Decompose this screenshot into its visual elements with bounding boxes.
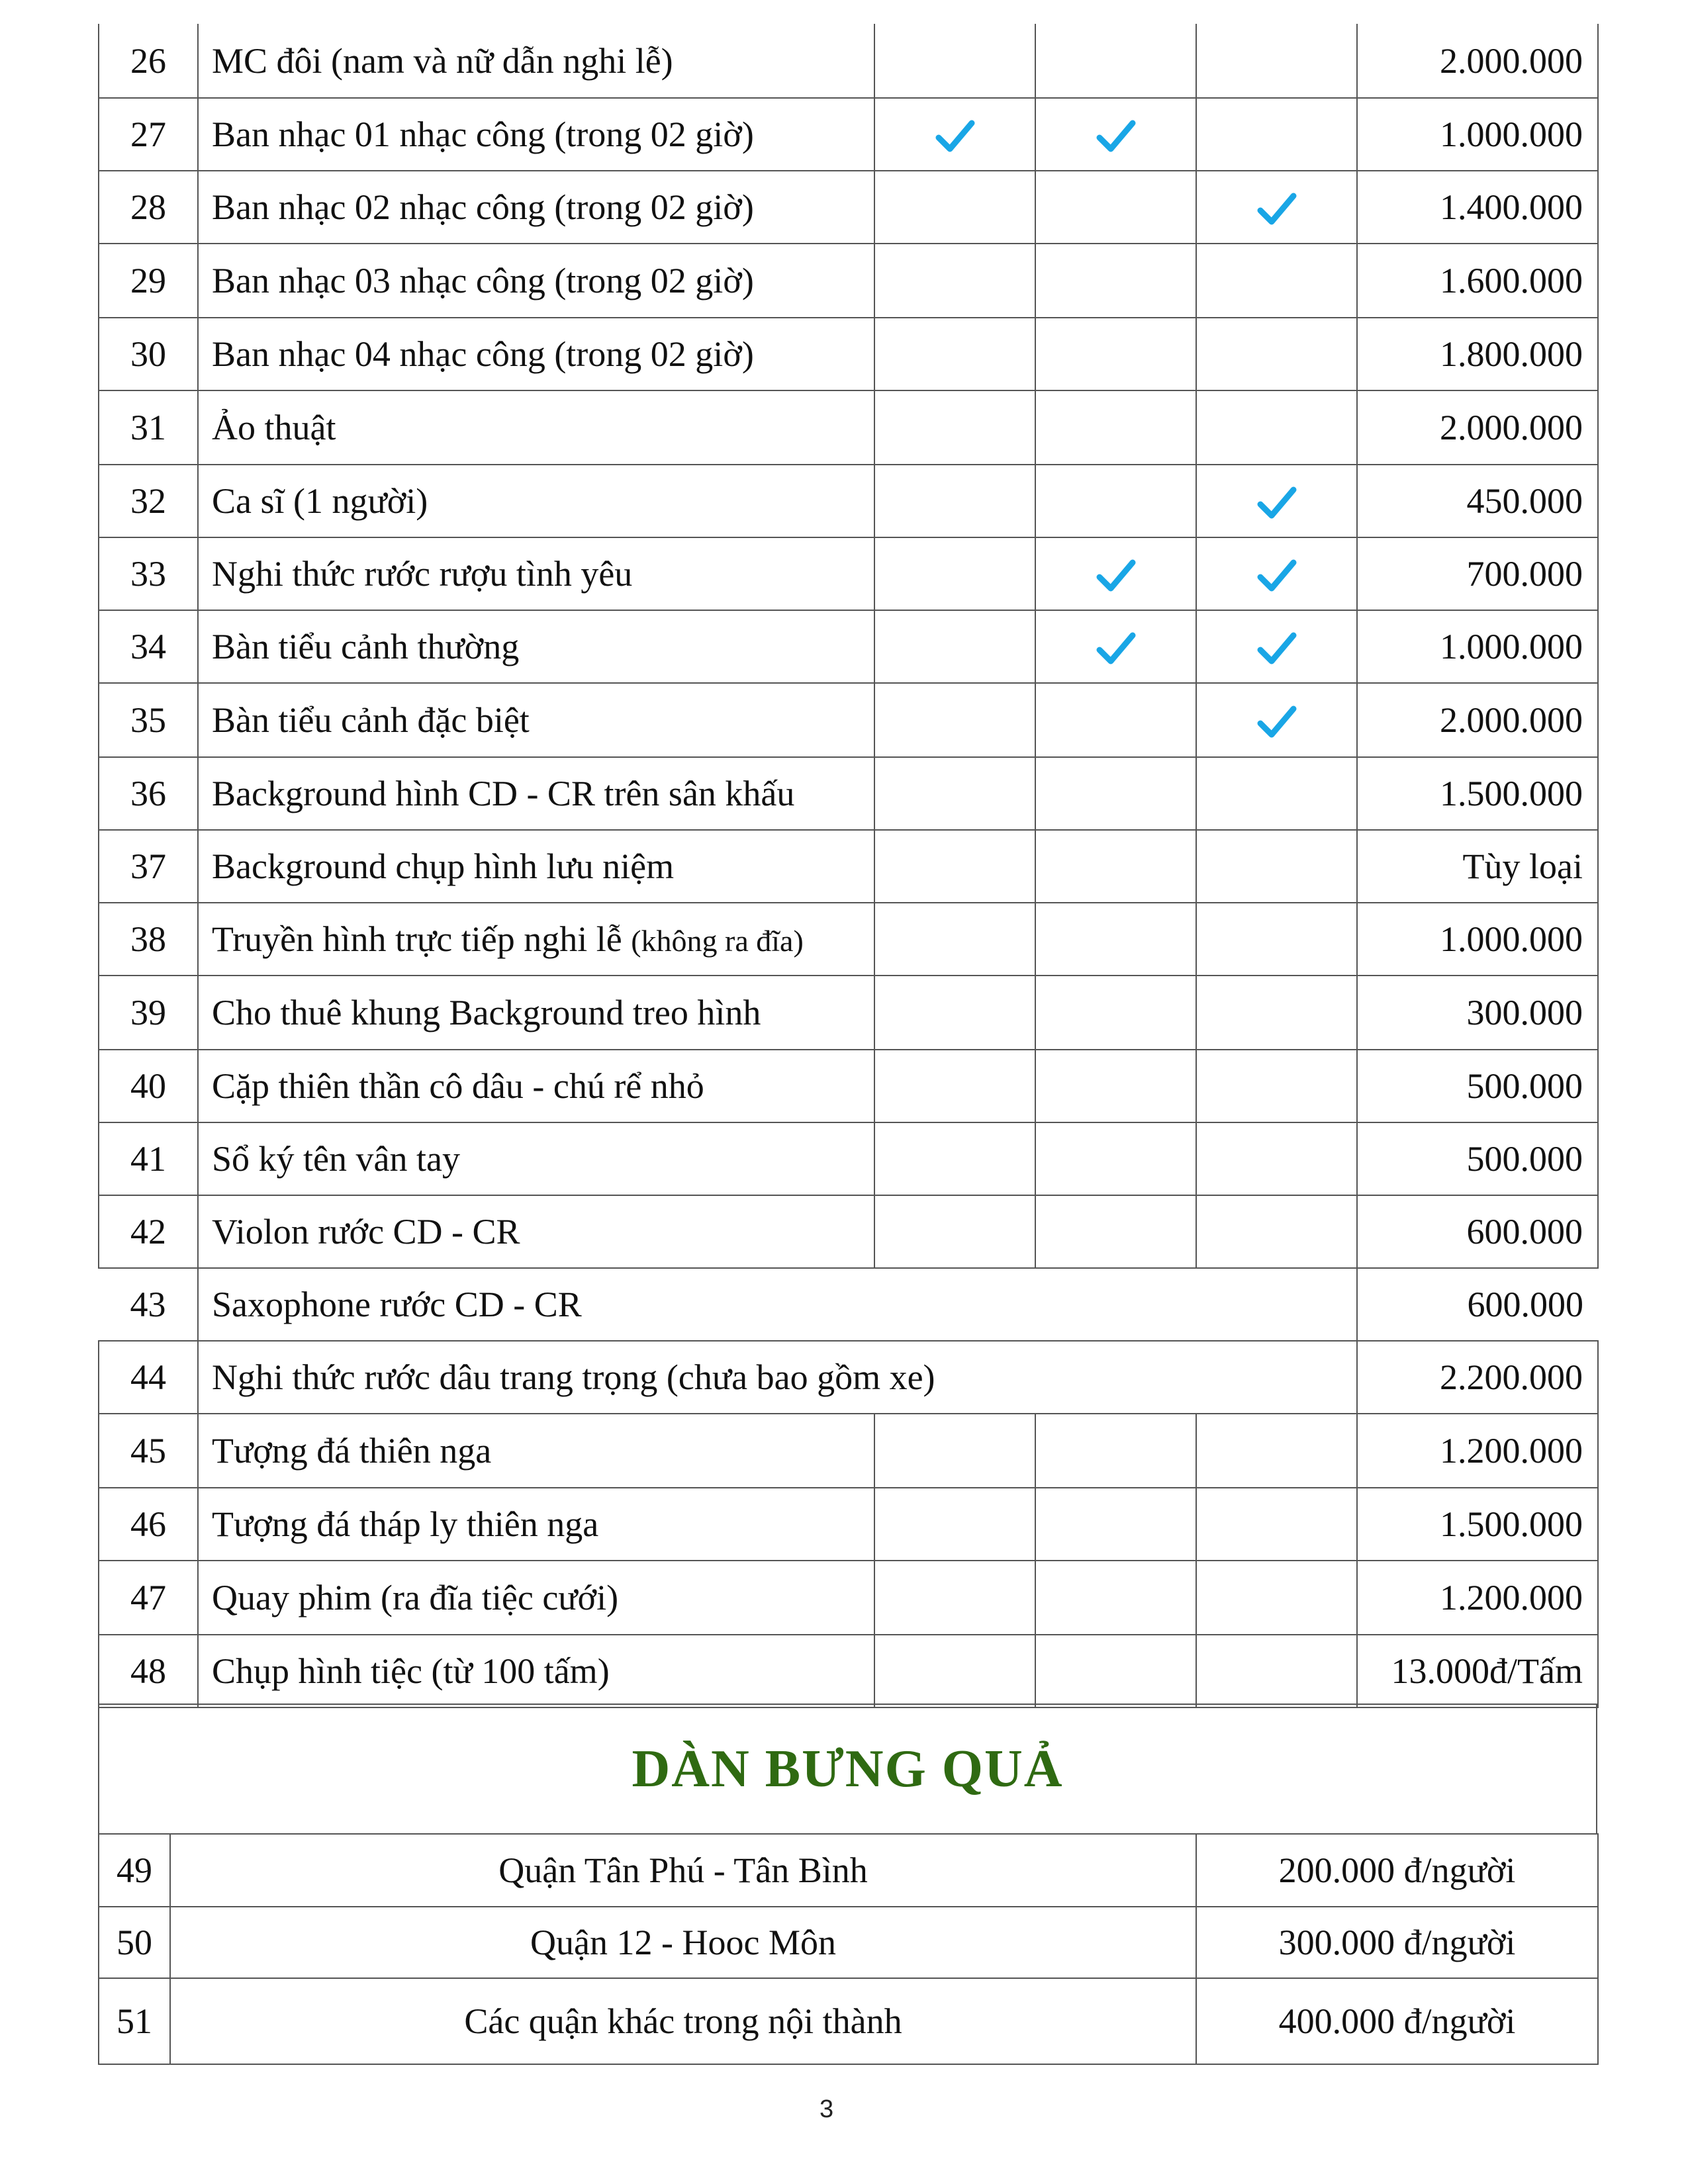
package-3-cell [1196, 1561, 1357, 1635]
row-number: 51 [99, 1978, 170, 2064]
service-price: 1.800.000 [1357, 318, 1598, 390]
package-3-cell [1196, 903, 1357, 976]
package-3-cell [1196, 244, 1357, 318]
section-title: DÀN BƯNG QUẢ [632, 1739, 1064, 1798]
service-name: Ban nhạc 01 nhạc công (trong 02 giờ) [212, 114, 754, 154]
table-row [99, 1834, 1598, 1907]
service-name-cell [198, 830, 874, 903]
package-3-cell [1196, 1414, 1357, 1488]
package-3-cell [1196, 171, 1357, 244]
row-number: 32 [99, 465, 198, 537]
service-name: Background hình CD - CR trên sân khấu [212, 774, 795, 813]
package-3-cell [1196, 390, 1357, 465]
package-1-cell [874, 171, 1035, 244]
service-name-cell [198, 390, 874, 465]
row-number: 38 [99, 903, 198, 976]
service-name: Bàn tiểu cảnh thường [212, 627, 520, 666]
package-3-cell [1196, 830, 1357, 903]
service-name: Cặp thiên thần cô dâu - chú rể nhỏ [212, 1066, 704, 1106]
service-price: 1.400.000 [1357, 171, 1598, 244]
package-1-cell [874, 830, 1035, 903]
price-per-person: 300.000 đ/người [1196, 1907, 1598, 1978]
package-2-cell [1035, 1050, 1196, 1122]
service-name-cell [198, 1561, 874, 1635]
package-1-cell [874, 1195, 1035, 1268]
package-3-cell [1196, 1195, 1357, 1268]
service-name: Nghi thức rước rượu tình yêu [212, 554, 633, 594]
check-icon [1256, 553, 1297, 592]
service-price: 1.500.000 [1357, 1488, 1598, 1561]
row-number: 39 [99, 976, 198, 1050]
table-row [99, 24, 1598, 98]
service-name: Truyền hình trực tiếp nghi lễ [212, 919, 622, 959]
table-row [99, 1341, 1598, 1414]
package-3-cell [1196, 683, 1357, 757]
service-name: Quay phim (ra đĩa tiệc cưới) [212, 1578, 619, 1617]
row-number: 42 [99, 1195, 198, 1268]
package-2-cell [1035, 98, 1196, 171]
package-2-cell [1035, 610, 1196, 683]
check-icon [1256, 625, 1297, 665]
package-2-cell [1035, 244, 1196, 318]
service-name-cell [198, 1195, 874, 1268]
row-number: 43 [99, 1268, 198, 1341]
service-name-cell [198, 903, 874, 976]
service-price: 1.500.000 [1357, 757, 1598, 830]
service-name-cell [198, 757, 874, 830]
service-price: 13.000đ/Tấm [1357, 1635, 1598, 1707]
row-number: 48 [99, 1635, 198, 1707]
row-number: 28 [99, 171, 198, 244]
package-2-cell [1035, 1561, 1196, 1635]
row-number: 49 [99, 1834, 170, 1907]
service-name-cell [198, 976, 874, 1050]
service-price: 1.200.000 [1357, 1414, 1598, 1488]
table-row [99, 1414, 1598, 1488]
package-1-cell [874, 903, 1035, 976]
district-name: Quận Tân Phú - Tân Bình [170, 1834, 1196, 1907]
service-price: 2.000.000 [1357, 24, 1598, 98]
row-number: 31 [99, 390, 198, 465]
row-number: 45 [99, 1414, 198, 1488]
table-row [99, 244, 1598, 318]
service-price: Tùy loại [1357, 830, 1598, 903]
row-number: 44 [99, 1341, 198, 1414]
service-name: Background chụp hình lưu niệm [212, 846, 675, 886]
row-number: 27 [99, 98, 198, 171]
row-number: 35 [99, 683, 198, 757]
package-1-cell [874, 1414, 1035, 1488]
table-row [99, 318, 1598, 390]
service-name-cell [198, 465, 874, 537]
check-icon [1096, 553, 1137, 592]
package-1-cell [874, 683, 1035, 757]
row-number: 36 [99, 757, 198, 830]
service-name: Sổ ký tên vân tay [212, 1139, 460, 1179]
row-number: 34 [99, 610, 198, 683]
service-name: Ảo thuật [212, 408, 336, 447]
table-row [99, 98, 1598, 171]
service-name-cell [198, 1341, 1357, 1414]
table-row [99, 976, 1598, 1050]
package-3-cell [1196, 1122, 1357, 1195]
fruit-carrier-section-header [98, 1704, 1597, 1835]
service-name-cell [198, 318, 874, 390]
package-2-cell [1035, 171, 1196, 244]
package-3-cell [1196, 318, 1357, 390]
service-name: Chụp hình tiệc (từ 100 tấm) [212, 1651, 610, 1691]
package-1-cell [874, 465, 1035, 537]
row-number: 26 [99, 24, 198, 98]
package-2-cell [1035, 1635, 1196, 1707]
service-name: Nghi thức rước dâu trang trọng (chưa bao gồm xe) [212, 1357, 935, 1397]
package-3-cell [1196, 610, 1357, 683]
service-price: 700.000 [1357, 537, 1598, 610]
row-number: 33 [99, 537, 198, 610]
district-name: Các quận khác trong nội thành [170, 1978, 1196, 2064]
check-icon [1096, 113, 1137, 153]
service-price: 1.000.000 [1357, 903, 1598, 976]
package-1-cell [874, 610, 1035, 683]
price-per-person: 200.000 đ/người [1196, 1834, 1598, 1907]
table-row [99, 757, 1598, 830]
package-2-cell [1035, 903, 1196, 976]
table-row [99, 610, 1598, 683]
package-1-cell [874, 318, 1035, 390]
package-3-cell [1196, 98, 1357, 171]
row-number: 29 [99, 244, 198, 318]
package-3-cell [1196, 1050, 1357, 1122]
package-1-cell [874, 1122, 1035, 1195]
table-row [99, 1195, 1598, 1268]
fruit-carrier-table-body [99, 1834, 1598, 2064]
service-name: Cho thuê khung Background treo hình [212, 993, 761, 1032]
package-2-cell [1035, 976, 1196, 1050]
row-number: 46 [99, 1488, 198, 1561]
check-icon [1096, 625, 1137, 665]
table-row [99, 1907, 1598, 1978]
package-3-cell [1196, 976, 1357, 1050]
service-name: MC đôi (nam và nữ dẫn nghi lễ) [212, 40, 673, 81]
service-name: Bàn tiểu cảnh đặc biệt [212, 700, 530, 740]
service-name-cell [198, 610, 874, 683]
services-table [98, 24, 1599, 1708]
service-price: 1.600.000 [1357, 244, 1598, 318]
service-name: Ban nhạc 03 nhạc công (trong 02 giờ) [212, 261, 754, 300]
package-2-cell [1035, 1488, 1196, 1561]
service-name-cell [198, 537, 874, 610]
service-price: 1.000.000 [1357, 610, 1598, 683]
package-2-cell [1035, 465, 1196, 537]
service-name: Tượng đá tháp ly thiên nga [212, 1504, 599, 1544]
service-price: 600.000 [1357, 1268, 1598, 1341]
row-number: 50 [99, 1907, 170, 1978]
package-1-cell [874, 1635, 1035, 1707]
services-table-body [99, 24, 1598, 1707]
service-name: Ban nhạc 04 nhạc công (trong 02 giờ) [212, 334, 754, 374]
table-row [99, 1268, 1598, 1341]
service-name-cell [198, 244, 874, 318]
service-price: 300.000 [1357, 976, 1598, 1050]
service-name-cell [198, 171, 874, 244]
service-name-cell [198, 98, 874, 171]
package-1-cell [874, 976, 1035, 1050]
row-number: 37 [99, 830, 198, 903]
service-name: Violon rước CD - CR [212, 1212, 520, 1251]
package-1-cell [874, 1488, 1035, 1561]
check-icon [1256, 480, 1297, 520]
table-row [99, 1050, 1598, 1122]
row-number: 30 [99, 318, 198, 390]
package-3-cell [1196, 1488, 1357, 1561]
package-1-cell [874, 537, 1035, 610]
package-1-cell [874, 98, 1035, 171]
service-name-cell [198, 1050, 874, 1122]
table-row [99, 1122, 1598, 1195]
table-row [99, 1978, 1598, 2064]
package-2-cell [1035, 757, 1196, 830]
service-name-cell [198, 683, 874, 757]
package-2-cell [1035, 390, 1196, 465]
service-price: 2.000.000 [1357, 390, 1598, 465]
service-price: 1.200.000 [1357, 1561, 1598, 1635]
table-row [99, 830, 1598, 903]
page-number: 3 [820, 2095, 834, 2123]
service-name: Saxophone rước CD - CR [212, 1285, 582, 1324]
service-price: 500.000 [1357, 1050, 1598, 1122]
package-3-cell [1196, 537, 1357, 610]
service-price: 2.000.000 [1357, 683, 1598, 757]
service-note: (không ra đĩa) [631, 924, 804, 958]
service-name: Ban nhạc 02 nhạc công (trong 02 giờ) [212, 187, 754, 227]
table-row [99, 1635, 1598, 1707]
package-1-cell [874, 1050, 1035, 1122]
package-2-cell [1035, 24, 1196, 98]
price-per-person: 400.000 đ/người [1196, 1978, 1598, 2064]
service-price: 600.000 [1357, 1195, 1598, 1268]
package-2-cell [1035, 1122, 1196, 1195]
fruit-carrier-price-table [98, 1833, 1599, 2065]
district-name: Quận 12 - Hooc Môn [170, 1907, 1196, 1978]
service-name-cell [198, 1488, 874, 1561]
check-icon [935, 113, 976, 153]
package-2-cell [1035, 537, 1196, 610]
package-3-cell [1196, 24, 1357, 98]
table-row [99, 1488, 1598, 1561]
package-2-cell [1035, 830, 1196, 903]
table-row [99, 683, 1598, 757]
package-2-cell [1035, 318, 1196, 390]
check-icon [1256, 186, 1297, 226]
table-row [99, 390, 1598, 465]
table-row [99, 171, 1598, 244]
row-number: 47 [99, 1561, 198, 1635]
service-name-cell [198, 1635, 874, 1707]
service-price: 500.000 [1357, 1122, 1598, 1195]
package-1-cell [874, 244, 1035, 318]
service-name-cell [198, 24, 874, 98]
table-row [99, 903, 1598, 976]
service-price: 450.000 [1357, 465, 1598, 537]
table-row [99, 465, 1598, 537]
package-1-cell [874, 1561, 1035, 1635]
package-2-cell [1035, 1195, 1196, 1268]
package-1-cell [874, 757, 1035, 830]
package-1-cell [874, 390, 1035, 465]
package-3-cell [1196, 465, 1357, 537]
package-2-cell [1035, 683, 1196, 757]
package-2-cell [1035, 1414, 1196, 1488]
service-name-cell [198, 1122, 874, 1195]
service-name-cell [198, 1414, 874, 1488]
check-icon [1256, 699, 1297, 739]
package-3-cell [1196, 757, 1357, 830]
service-name-cell [198, 1268, 1357, 1341]
package-1-cell [874, 24, 1035, 98]
row-number: 40 [99, 1050, 198, 1122]
row-number: 41 [99, 1122, 198, 1195]
table-row [99, 537, 1598, 610]
table-row [99, 1561, 1598, 1635]
service-price: 2.200.000 [1357, 1341, 1598, 1414]
package-3-cell [1196, 1635, 1357, 1707]
service-name: Ca sĩ (1 người) [212, 481, 428, 521]
service-price: 1.000.000 [1357, 98, 1598, 171]
service-name: Tượng đá thiên nga [212, 1431, 492, 1471]
